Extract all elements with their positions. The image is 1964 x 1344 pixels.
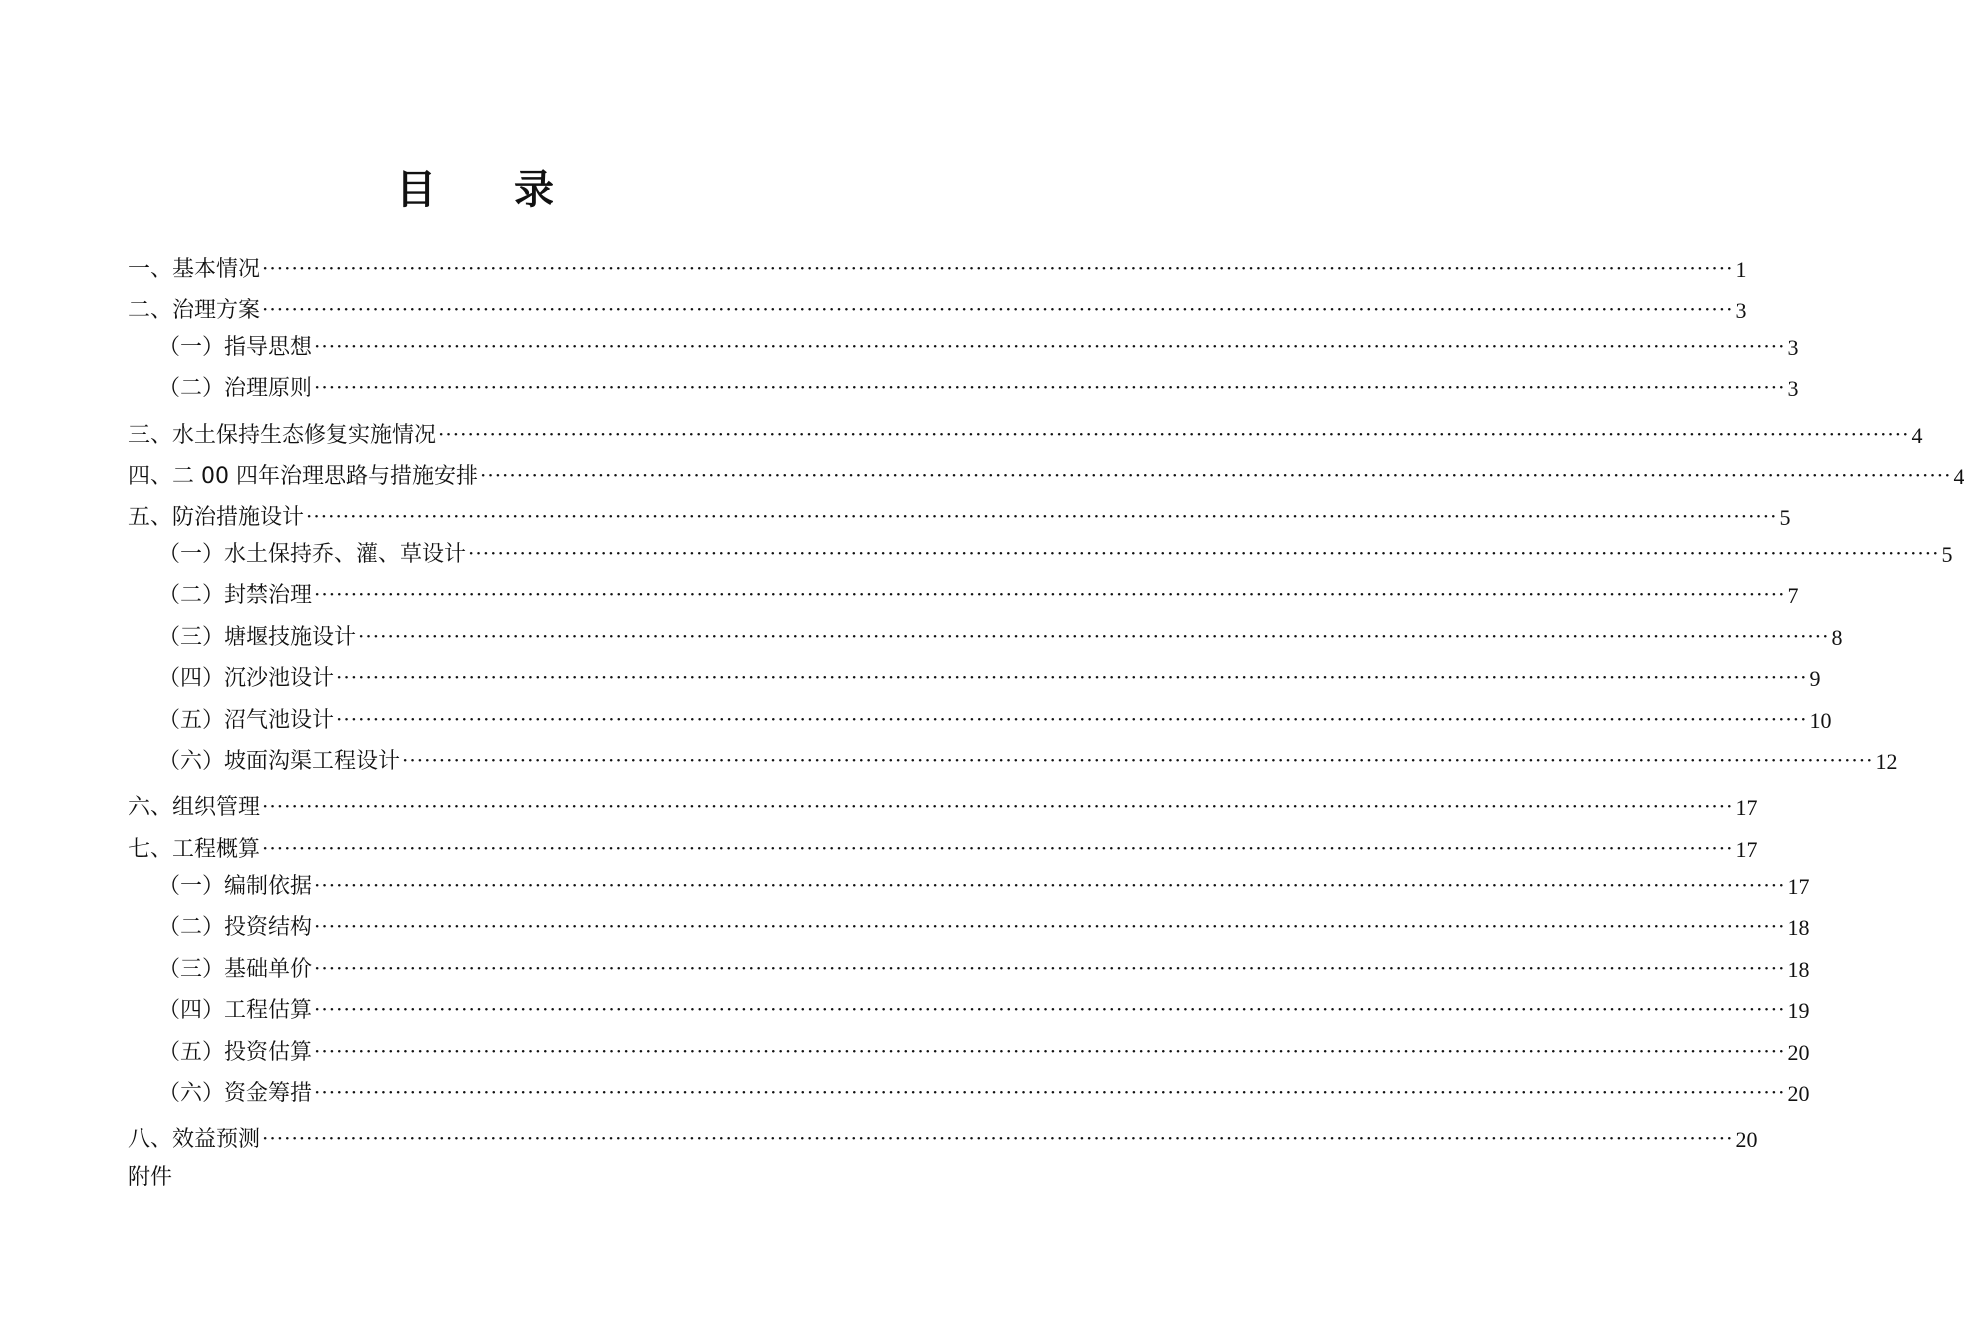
toc-leader-dots: ········································································································································································································ — [262, 297, 1734, 321]
toc-entry-page: 18 — [1787, 957, 1810, 982]
toc-leader-dots: ········································································································································································································ — [262, 836, 1734, 860]
toc-entry[interactable] — [128, 498, 1791, 532]
toc-entry-label: 二、治理方案 — [128, 298, 261, 323]
toc-entry-page: 8 — [1831, 625, 1843, 650]
toc-entry-label: 八、效益预测 — [128, 1127, 261, 1152]
toc-entry-page: 3 — [1787, 335, 1799, 360]
toc-entry-page: 1 — [1735, 257, 1747, 282]
toc-leader-dots: ········································································································································································································ — [358, 624, 1830, 648]
page-title — [0, 158, 950, 215]
toc-leader-dots: ········································································································································································································ — [314, 956, 1786, 980]
toc-leader-dots: ········································································································································································································ — [262, 1126, 1734, 1150]
toc-entry-page: 17 — [1735, 837, 1758, 862]
toc-subentry[interactable] — [128, 867, 1810, 901]
toc-entry-label: （四）工程估算 — [158, 998, 313, 1023]
toc-entry-page: 5 — [1941, 542, 1953, 567]
toc-entry-label: 一、基本情况 — [128, 257, 261, 282]
toc-entry-page: 10 — [1809, 708, 1832, 733]
toc-leader-dots: ········································································································································································································ — [314, 334, 1786, 358]
toc-subentry[interactable] — [128, 950, 1810, 984]
toc-entry-label: （三）塘堰技施设计 — [158, 625, 357, 650]
toc-leader-dots: ········································································································································································································ — [262, 794, 1734, 818]
toc-entry-label: （五）沼气池设计 — [158, 708, 335, 733]
toc-entry-page: 19 — [1787, 998, 1810, 1023]
toc-entry-label: （一）水土保持乔、灌、草设计 — [158, 542, 467, 567]
toc-subentry[interactable] — [128, 701, 1832, 735]
toc-entry-label: （六）资金筹措 — [158, 1081, 313, 1106]
toc-entry-page: 5 — [1779, 505, 1791, 530]
toc-entry-page: 17 — [1735, 795, 1758, 820]
toc-entry-label: （三）基础单价 — [158, 957, 313, 982]
toc-subentry[interactable] — [128, 742, 1898, 776]
toc-entry-label: （一）编制依据 — [158, 874, 313, 899]
toc-leader-dots: ········································································································································································································ — [314, 582, 1786, 606]
toc-subentry[interactable] — [128, 576, 1799, 610]
toc-entry-label: （六）坡面沟渠工程设计 — [158, 749, 401, 774]
toc-leader-dots: ········································································································································································································ — [468, 541, 1940, 565]
toc-entry-label: 六、组织管理 — [128, 795, 261, 820]
toc-entry-page: 20 — [1787, 1081, 1810, 1106]
toc-entry[interactable] — [128, 788, 1758, 822]
toc-leader-dots: ········································································································································································································ — [314, 873, 1786, 897]
toc-entry-label: （四）沉沙池设计 — [158, 666, 335, 691]
toc-entry-page: 3 — [1735, 298, 1747, 323]
toc-entry-page: 4 — [1911, 423, 1923, 448]
toc-subentry[interactable] — [128, 369, 1799, 403]
toc-leader-dots: ········································································································································································································ — [314, 1080, 1786, 1104]
toc-leader-dots: ········································································································································································································ — [402, 748, 1874, 772]
toc-entry-label: （五）投资估算 — [158, 1040, 313, 1065]
toc-entry-label: 四、二 00 四年治理思路与措施安排 — [128, 464, 478, 489]
toc-entry[interactable] — [128, 1120, 1758, 1154]
toc-leader-dots: ········································································································································································································ — [479, 463, 1952, 487]
title-char-left: 目 — [396, 166, 436, 213]
toc-entry[interactable] — [128, 457, 1964, 491]
toc-entry-page: 18 — [1787, 915, 1810, 940]
toc-entry-page: 4 — [1953, 464, 1964, 489]
toc-entry-label: （二）治理原则 — [158, 376, 313, 401]
toc-leader-dots: ········································································································································································································ — [314, 914, 1786, 938]
toc-entry-label: （一）指导思想 — [158, 335, 313, 360]
toc-entry-page: 20 — [1787, 1040, 1810, 1065]
toc-entry-label: 三、水土保持生态修复实施情况 — [128, 423, 437, 448]
toc-leader-dots: ········································································································································································································ — [336, 665, 1808, 689]
toc-subentry[interactable] — [128, 908, 1810, 942]
toc-subentry[interactable] — [128, 535, 1953, 569]
toc-entry[interactable] — [128, 830, 1758, 864]
toc-leader-dots: ········································································································································································································ — [314, 375, 1786, 399]
toc-leader-dots: ········································································································································································································ — [314, 997, 1786, 1021]
toc-leader-dots: ········································································································································································································ — [262, 256, 1734, 280]
toc-entry[interactable] — [128, 291, 1747, 325]
toc-entry[interactable] — [128, 416, 1923, 450]
toc-subentry[interactable] — [128, 1074, 1810, 1108]
toc-entry-page: 12 — [1875, 749, 1898, 774]
toc-entry-label: （二）封禁治理 — [158, 583, 313, 608]
attachment-heading: 附件 — [128, 1165, 173, 1190]
toc-entry-page: 7 — [1787, 583, 1799, 608]
toc-leader-dots: ········································································································································································································ — [336, 707, 1808, 731]
toc-entry-label: （二）投资结构 — [158, 915, 313, 940]
toc-subentry[interactable] — [128, 328, 1799, 362]
toc-subentry[interactable] — [128, 1033, 1810, 1067]
toc-leader-dots: ········································································································································································································ — [306, 504, 1778, 528]
toc-entry[interactable] — [128, 250, 1747, 284]
title-char-right: 录 — [514, 166, 554, 213]
toc-entry-label: 七、工程概算 — [128, 837, 261, 862]
toc-leader-dots: ········································································································································································································ — [438, 422, 1910, 446]
toc-subentry[interactable] — [128, 659, 1821, 693]
toc-entry-page: 9 — [1809, 666, 1821, 691]
toc-entry-label: 五、防治措施设计 — [128, 505, 305, 530]
toc-entry-page: 3 — [1787, 376, 1799, 401]
toc-subentry[interactable] — [128, 618, 1843, 652]
toc-subentry[interactable] — [128, 991, 1810, 1025]
toc-entry-page: 17 — [1787, 874, 1810, 899]
toc-entry-page: 20 — [1735, 1127, 1758, 1152]
toc-leader-dots: ········································································································································································································ — [314, 1039, 1786, 1063]
